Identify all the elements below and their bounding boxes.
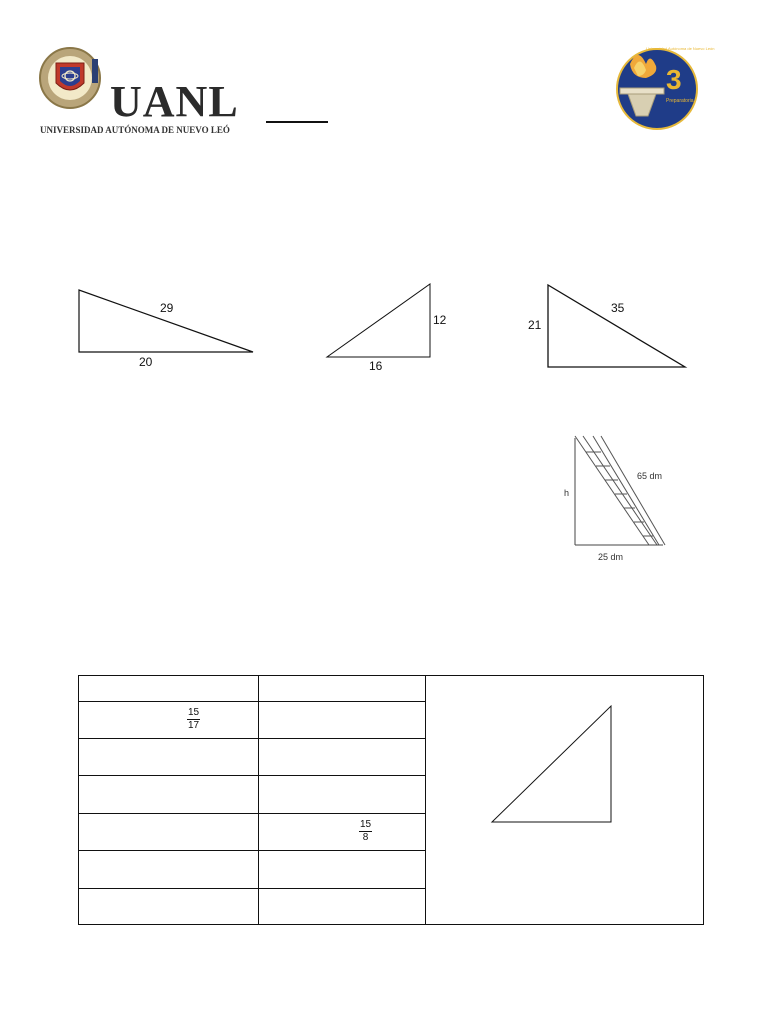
university-name: UNIVERSIDAD AUTÓNOMA DE NUEVO LEÓ xyxy=(40,125,230,135)
triangle-2-height-label: 12 xyxy=(433,313,447,327)
prepa-ring-text: Universidad Autónoma de Nuevo León xyxy=(646,46,715,51)
table-cell[interactable] xyxy=(79,814,259,851)
prepa-word: Preparatoria xyxy=(666,98,694,104)
uanl-wordmark: UANL xyxy=(110,77,239,126)
table-cell[interactable] xyxy=(79,702,259,739)
triangle-1-hypotenuse-label: 29 xyxy=(160,301,174,315)
table-cell[interactable] xyxy=(259,676,426,702)
fraction-1-denominator: 17 xyxy=(187,720,200,731)
fraction-1-numerator: 15 xyxy=(187,707,200,718)
fraction-15-17 xyxy=(187,707,200,732)
table-cell[interactable] xyxy=(259,702,426,739)
triangle-2-base-label: 16 xyxy=(369,359,383,373)
prepa-number: 3 xyxy=(666,64,682,95)
ladder-height-label: h xyxy=(564,488,570,498)
table-cell[interactable] xyxy=(79,676,259,702)
ladder-diagram xyxy=(560,430,670,550)
table-cell[interactable] xyxy=(259,851,426,889)
table-cell[interactable] xyxy=(79,889,259,925)
table-cell[interactable] xyxy=(259,739,426,776)
triangle-3-hypotenuse-label: 35 xyxy=(611,301,625,315)
table-cell[interactable] xyxy=(79,776,259,814)
ladder-length-label: 65 dm xyxy=(637,471,663,481)
table-diagram-cell xyxy=(426,676,704,925)
ladder-base-label: 25 dm xyxy=(598,552,624,562)
trig-table xyxy=(78,675,704,925)
triangle-4 xyxy=(426,676,703,924)
table-cell[interactable] xyxy=(79,851,259,889)
fraction-15-8 xyxy=(359,819,372,844)
table-cell[interactable] xyxy=(79,739,259,776)
fraction-2-numerator: 15 xyxy=(359,819,372,830)
triangle-1-base-label: 20 xyxy=(139,355,153,369)
fraction-2-denominator: 8 xyxy=(362,832,369,843)
table-cell[interactable] xyxy=(259,889,426,925)
table-cell[interactable] xyxy=(259,814,426,851)
triangle-3-height-label: 21 xyxy=(528,318,542,332)
table-cell[interactable] xyxy=(259,776,426,814)
